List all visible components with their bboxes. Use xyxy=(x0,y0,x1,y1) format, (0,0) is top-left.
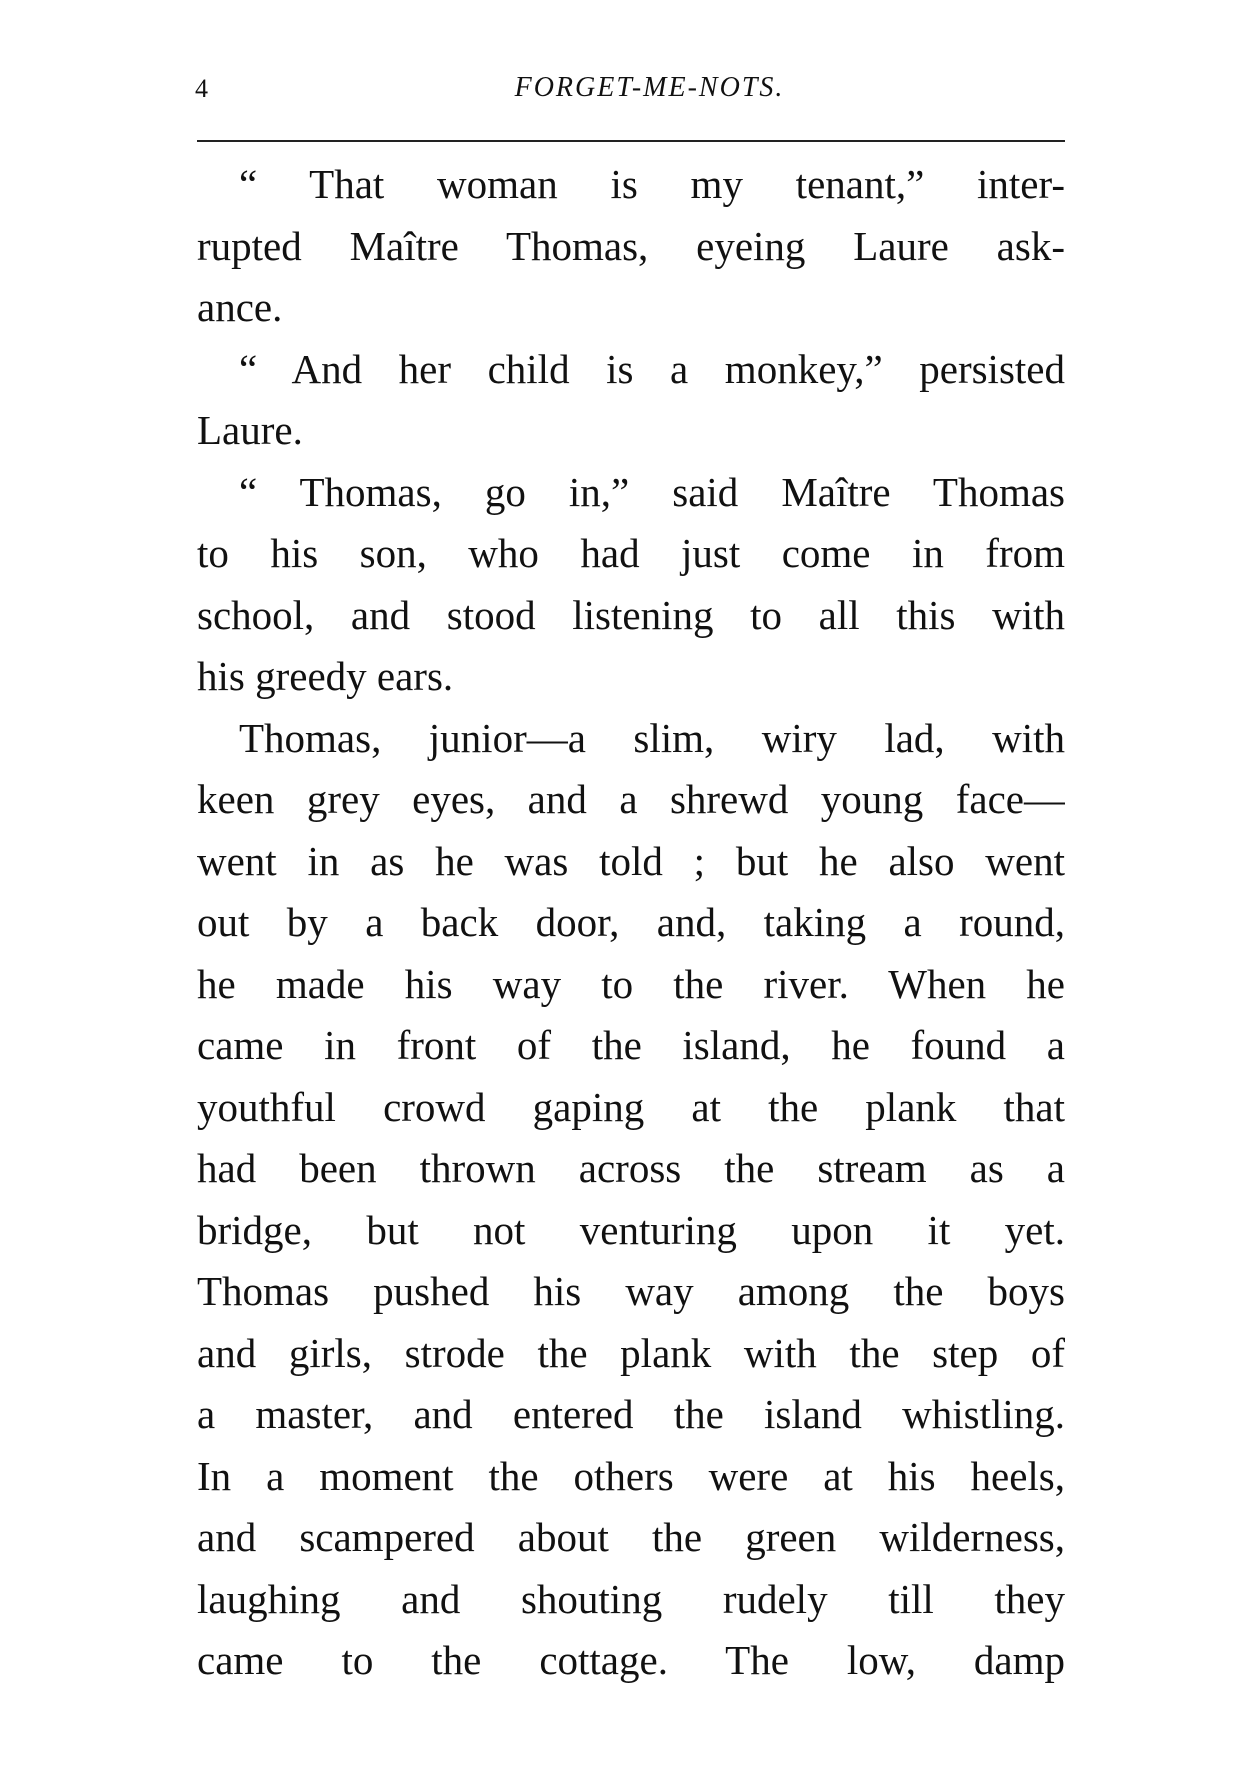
running-title: FORGET-ME-NOTS. xyxy=(514,72,785,103)
text-line: rupted Maître Thomas, eyeing Laure ask- xyxy=(197,222,1065,269)
text-line: laughing and shouting rudely till they xyxy=(197,1575,1065,1622)
text-line: a master, and entered the island whistling. xyxy=(197,1391,1065,1437)
header-rule xyxy=(197,140,1065,142)
text-line: keen grey eyes, and a shrewd young face— xyxy=(197,776,1065,822)
text-line: bridge, but not venturing upon it yet. xyxy=(197,1206,1065,1253)
text-line: school, and stood listening to all this with xyxy=(197,591,1065,638)
text-line: Thomas pushed his way among the boys xyxy=(197,1268,1065,1314)
text-line: “ And her child is a monkey,” persisted xyxy=(239,345,1065,392)
text-line: he made his way to the river. When he xyxy=(197,960,1065,1007)
text-line: Laure. xyxy=(197,407,303,453)
text-line: came to the cottage. The low, damp xyxy=(197,1637,1065,1683)
text-line: out by a back door, and, taking a round, xyxy=(197,899,1065,945)
text-line: “ Thomas, go in,” said Maître Thomas xyxy=(239,468,1065,515)
text-line: to his son, who had just come in from xyxy=(197,530,1065,576)
text-line: and scampered about the green wilderness, xyxy=(197,1514,1065,1560)
text-line: came in front of the island, he found a xyxy=(197,1022,1065,1068)
text-line: had been thrown across the stream as a xyxy=(197,1145,1065,1191)
body-text xyxy=(197,154,1065,1692)
text-line: ance. xyxy=(197,284,283,330)
text-line: and girls, strode the plank with the step of xyxy=(197,1329,1065,1376)
text-line: youthful crowd gaping at the plank that xyxy=(197,1083,1065,1130)
text-line: his greedy ears. xyxy=(197,653,454,699)
text-line: In a moment the others were at his heels, xyxy=(197,1452,1065,1499)
text-line: “ That woman is my tenant,” inter- xyxy=(239,161,1065,207)
page-number: 4 xyxy=(195,74,208,103)
text-line: Thomas, junior—a slim, wiry lad, with xyxy=(239,714,1065,761)
text-line: went in as he was told ; but he also went xyxy=(197,837,1065,884)
